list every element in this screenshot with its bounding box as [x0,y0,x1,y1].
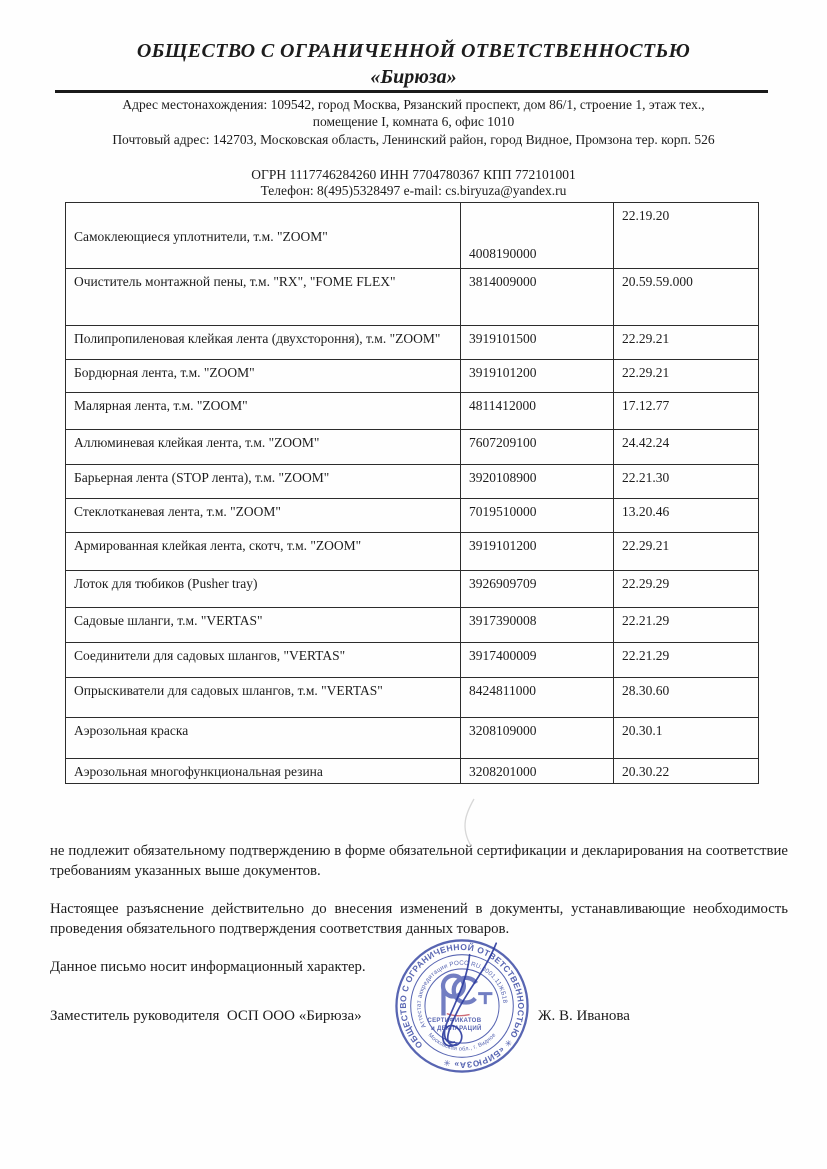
tnved-code-cell: 4008190000 [461,203,614,269]
product-name-cell: Полипропиленовая клейкая лента (двухстороння), т.м. "ZOOM" [66,326,461,360]
table-row [66,430,759,465]
tnved-code-cell: 3919101500 [461,326,614,360]
tnved-code-cell: 3917400009 [461,643,614,678]
product-name-cell: Стеклотканевая лента, т.м. "ZOOM" [66,499,461,533]
table-row [66,571,759,608]
product-name-cell: Садовые шланги, т.м. "VERTAS" [66,608,461,643]
tnved-code-cell: 3919101200 [461,533,614,571]
tnved-code-cell: 7019510000 [461,499,614,533]
paragraph-informational: Данное письмо носит информационный характер. [50,959,366,975]
tnved-code-cell: 3208201000 [461,759,614,784]
table-row [66,499,759,533]
company-address-line1: Адрес местонахождения: 109542, город Москва, Рязанский проспект, дом 86/1, строение 1, этаж тех., [122,97,705,112]
okpd-code-cell: 24.42.24 [614,430,759,465]
okpd-code-cell: 22.29.21 [614,533,759,571]
stamp-inner-ring-text: Аттестат аккредитации РОСС RU.0001.11ЖБ18 [415,959,509,1030]
tnved-code-cell: 3814009000 [461,269,614,326]
product-name-cell: Лоток для тюбиков (Pusher tray) [66,571,461,608]
table-row [66,269,759,326]
okpd-code-cell: 28.30.60 [614,678,759,718]
product-name-cell: Опрыскиватели для садовых шлангов, т.м. "VERTAS" [66,678,461,718]
tnved-code-cell: 3920108900 [461,465,614,499]
table-row [66,360,759,393]
table-row [66,533,759,571]
product-name-cell: Барьерная лента (STOP лента), т.м. "ZOOM" [66,465,461,499]
table-row [66,608,759,643]
okpd-code-cell: 17.12.77 [614,393,759,430]
okpd-code-cell: 20.30.1 [614,718,759,759]
letterhead-rule [55,90,768,93]
company-contact-line: Телефон: 8(495)5328497 e-mail: cs.biryuza@yandex.ru [260,183,567,198]
okpd-code-cell: 22.29.29 [614,571,759,608]
product-name-cell: Аллюминевая клейкая лента, т.м. "ZOOM" [66,430,461,465]
product-name-cell: Самоклеющиеся уплотнители, т.м. "ZOOM" [66,203,461,269]
product-name-cell: Аэрозольная краска [66,718,461,759]
rst-certification-logo-icon [443,976,492,1016]
product-name-cell: Бордюрная лента, т.м. "ZOOM" [66,360,461,393]
company-name-line1: ОБЩЕСТВО С ОГРАНИЧЕННОЙ ОТВЕТСТВЕННОСТЬЮ [136,40,691,62]
company-registration-line: ОГРН 1117746284260 ИНН 7704780367 КПП 772101001 [251,167,576,182]
stamp-center-line2: и ДЕКЛАРАЦИЙ [430,1024,482,1032]
product-name-cell: Армированная клейкая лента, скотч, т.м. "ZOOM" [66,533,461,571]
okpd-code-cell: 13.20.46 [614,499,759,533]
tnved-code-cell: 3208109000 [461,718,614,759]
table-row [66,465,759,499]
stamp-center-line1: СЕРТИФИКАТОВ [427,1017,482,1025]
product-name-cell: Соединители для садовых шлангов, "VERTAS" [66,643,461,678]
company-stamp [386,930,538,1082]
tnved-code-cell: 8424811000 [461,678,614,718]
okpd-code-cell: 22.29.21 [614,360,759,393]
signatory-name: Ж. В. Иванова [538,1008,630,1024]
tnved-code-cell: 4811412000 [461,393,614,430]
paragraph-certification: не подлежит обязательному подтверждению в форме обязательной сертификации и декларирования на соответствие требованиям указанных выше документов. [50,843,788,879]
table-row [66,393,759,430]
stamp-inner-ring-bottom-text: Московская обл., г. Видное [426,1032,498,1053]
table-row [66,678,759,718]
okpd-code-cell: 22.21.30 [614,465,759,499]
company-address-line2: помещение I, комната 6, офис 1010 [312,114,515,129]
table-row [66,759,759,784]
company-postal-address: Почтовый адрес: 142703, Московская область, Ленинский район, город Видное, Промзона тер. корп. 526 [112,132,715,147]
tnved-code-cell: 3917390008 [461,608,614,643]
tnved-code-cell: 3926909709 [461,571,614,608]
table-row [66,643,759,678]
products-table-body [66,203,759,784]
tnved-code-cell: 7607209100 [461,430,614,465]
table-row [66,203,759,269]
scan-artifact-mark [452,797,486,849]
stamp-outer-ring-text: ОБЩЕСТВО С ОГРАНИЧЕННОЙ ОТВЕТСТВЕННОСТЬЮ ✳ «БИРЮЗА» ✳ [397,941,527,1071]
okpd-code-cell: 22.21.29 [614,643,759,678]
table-row [66,326,759,360]
product-name-cell: Аэрозольная многофункциональная резина [66,759,461,784]
company-name-line2: «Бирюза» [370,66,457,88]
okpd-code-cell: 20.59.59.000 [614,269,759,326]
okpd-code-cell: 20.30.22 [614,759,759,784]
tnved-code-cell: 3919101200 [461,360,614,393]
paragraph-validity: Настоящее разъяснение действительно до внесения изменений в документы, устанавливающие необходимость проведения обязательного подтверждения соответствия данных товаров. [50,901,788,937]
product-name-cell: Очиститель монтажной пены, т.м. "RX", "FOME FLEX" [66,269,461,326]
table-row [66,718,759,759]
okpd-code-cell: 22.19.20 [614,203,759,269]
okpd-code-cell: 22.29.21 [614,326,759,360]
products-table [65,202,759,784]
okpd-code-cell: 22.21.29 [614,608,759,643]
product-name-cell: Малярная лента, т.м. "ZOOM" [66,393,461,430]
signatory-title: Заместитель руководителя ОСП ООО «Бирюза» [50,1008,362,1024]
